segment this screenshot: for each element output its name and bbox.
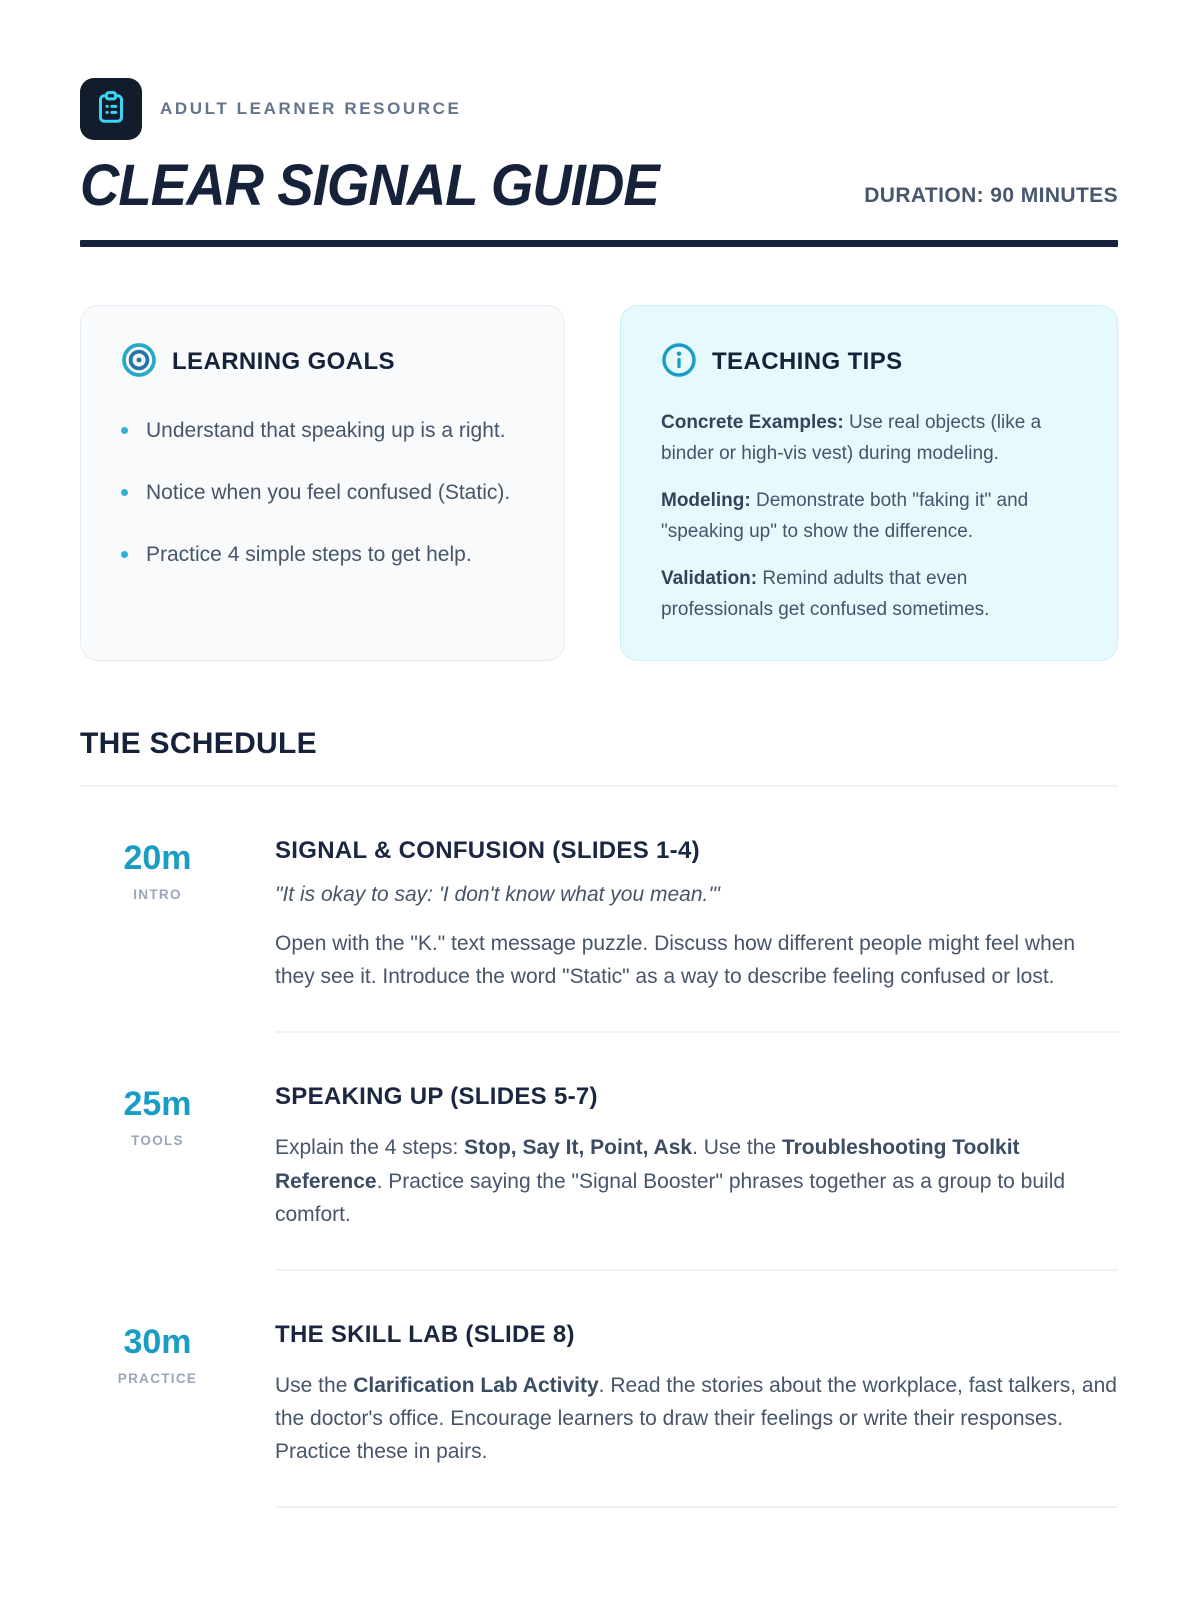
list-item bbox=[121, 413, 524, 449]
item-description bbox=[275, 1083, 1118, 1231]
teaching-tips-card bbox=[620, 305, 1118, 661]
time-badge: 30m bbox=[123, 1322, 192, 1361]
resource-logo bbox=[80, 78, 142, 140]
tip-paragraph bbox=[661, 563, 1077, 626]
goal-text: Notice when you feel confused (Static). bbox=[146, 480, 511, 504]
goal-text: Understand that speaking up is a right. bbox=[146, 418, 506, 442]
item-divider bbox=[275, 1506, 1118, 1508]
learning-goals-title: LEARNING GOALS bbox=[172, 348, 395, 376]
tip-text: Remind adults that even professionals get confused sometimes. bbox=[661, 567, 990, 621]
item-quote: "It is okay to say: 'I don't know what you mean.'" bbox=[275, 882, 720, 906]
duration-label: DURATION: 90 MINUTES bbox=[864, 183, 1118, 207]
list-item bbox=[121, 537, 524, 573]
time-column bbox=[80, 1321, 235, 1469]
time-column bbox=[80, 837, 235, 993]
clipboard-icon bbox=[93, 89, 129, 130]
item-description bbox=[275, 837, 1118, 993]
bullet-icon bbox=[121, 489, 128, 496]
list-item bbox=[121, 475, 524, 511]
schedule-item-tools bbox=[80, 1033, 1118, 1269]
title-row bbox=[80, 154, 1118, 218]
tip-text: Use real objects (like a binder or high-vis vest) during modeling. bbox=[661, 411, 1042, 465]
item-body: Use the Clarification Lab Activity. Read the stories about the workplace, fast talkers, and the doctor's office. Encourage learners to draw their feelings or write their responses. Practice these in pairs. bbox=[275, 1373, 1117, 1464]
item-heading: SIGNAL & CONFUSION (SLIDES 1-4) bbox=[275, 836, 700, 864]
learning-goals-list bbox=[121, 413, 524, 573]
time-column bbox=[80, 1083, 235, 1231]
tip-text: Demonstrate both "faking it" and "speaking up" to show the difference. bbox=[661, 489, 1029, 543]
time-badge: 25m bbox=[123, 1085, 192, 1124]
header-divider bbox=[80, 240, 1118, 247]
item-body: Open with the "K." text message puzzle. Discuss how different people might feel when they see it. Introduce the word "Static" as a way to describe feeling confused or lost. bbox=[275, 931, 1076, 989]
tip-paragraph bbox=[661, 407, 1077, 470]
learning-goals-header bbox=[121, 342, 524, 383]
item-heading: THE SKILL LAB (SLIDE 8) bbox=[275, 1320, 575, 1348]
bullet-icon bbox=[121, 551, 128, 558]
phase-tag: INTRO bbox=[133, 886, 182, 902]
teaching-tips-body bbox=[661, 407, 1077, 626]
info-icon bbox=[661, 342, 697, 383]
teaching-tips-header bbox=[661, 342, 1077, 383]
phase-tag: PRACTICE bbox=[117, 1370, 198, 1386]
item-description bbox=[275, 1321, 1118, 1469]
target-icon bbox=[121, 342, 157, 383]
teaching-tips-title: TEACHING TIPS bbox=[712, 348, 903, 376]
eyebrow-label: ADULT LEARNER RESOURCE bbox=[160, 99, 462, 118]
tip-paragraph bbox=[661, 485, 1077, 548]
info-cards bbox=[80, 305, 1118, 661]
schedule-item-intro bbox=[80, 787, 1118, 1031]
goal-text: Practice 4 simple steps to get help. bbox=[146, 543, 472, 567]
time-badge: 20m bbox=[123, 838, 192, 877]
tip-label: Validation: bbox=[661, 567, 758, 589]
tip-label: Concrete Examples: bbox=[661, 411, 844, 433]
item-heading: SPEAKING UP (SLIDES 5-7) bbox=[275, 1083, 598, 1111]
bullet-icon bbox=[121, 427, 128, 434]
tip-label: Modeling: bbox=[661, 489, 751, 511]
header bbox=[80, 0, 1118, 140]
schedule-item-practice bbox=[80, 1271, 1118, 1507]
schedule-title: THE SCHEDULE bbox=[80, 726, 317, 760]
item-body: Explain the 4 steps: Stop, Say It, Point, Ask. Use the Troubleshooting Toolkit Reference. Practice saying the "Signal Booster" phrases together as a group to build comfort. bbox=[275, 1136, 1066, 1226]
learning-goals-card bbox=[80, 305, 565, 661]
page-title: CLEAR SIGNAL GUIDE bbox=[80, 153, 659, 218]
phase-tag: TOOLS bbox=[131, 1133, 184, 1149]
